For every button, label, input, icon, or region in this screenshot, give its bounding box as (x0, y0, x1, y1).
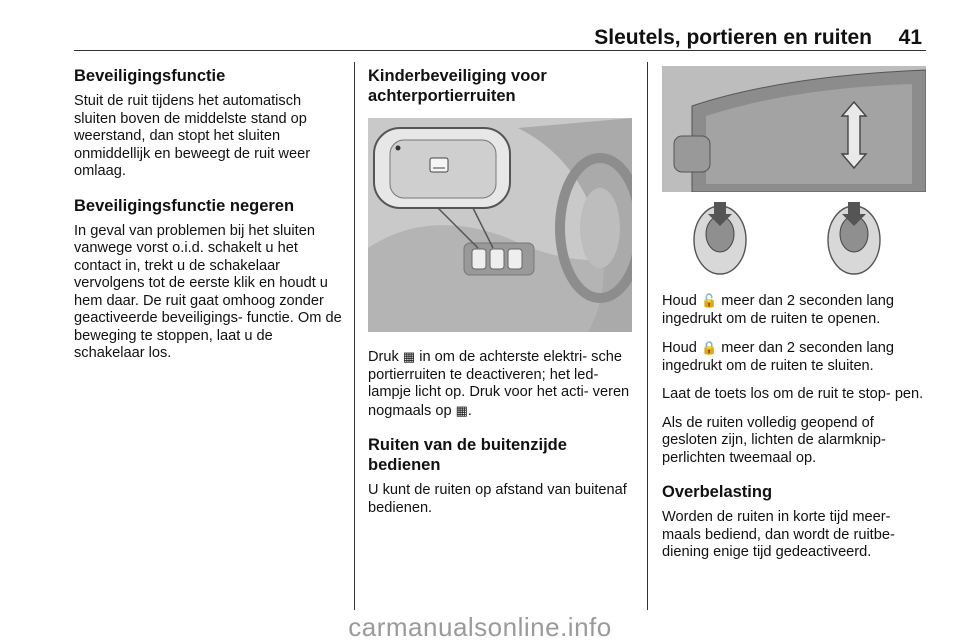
paragraph: Houd 🔒 meer dan 2 seconden lang ingedrukt om de ruiten te sluiten. (662, 340, 895, 374)
section-heading: Beveiligingsfunctie negeren (74, 196, 295, 215)
unlock-icon: 🔓 (700, 293, 718, 308)
page-number: 41 (898, 26, 922, 49)
section-heading: Overbelasting (662, 483, 773, 501)
section-heading: Kinderbeveiliging voor achterportierruiten (368, 67, 547, 105)
watermark: carmanualsonline.info (348, 612, 612, 642)
header-rule (74, 50, 926, 51)
paragraph: Laat de toets los om de ruit te stop- pen. (662, 386, 924, 402)
paragraph: U kunt de ruiten op afstand van buitenaf bedienen. (368, 482, 627, 516)
column-2 (368, 66, 634, 528)
column-1 (74, 66, 344, 374)
paragraph: Als de ruiten volledig geopend of gesloten zijn, lichten de alarmknip- perlichten tweemaal op. (662, 414, 886, 466)
section-heading: Ruiten van de buitenzijde bedienen (368, 436, 567, 474)
header-title: Sleutels, portieren en ruiten (594, 26, 872, 49)
paragraph: Druk ▦ in om de achterste elektri- sche portierruiten te deactiveren; het led-lampje licht op. Druk voor het acti- veren nogmaals op ▦. (368, 349, 630, 419)
lock-icon: 🔒 (700, 340, 718, 355)
column-3 (662, 66, 926, 573)
paragraph: Houd 🔓 meer dan 2 seconden lang ingedrukt om de ruiten te openen. (662, 293, 895, 327)
section-heading: Beveiligingsfunctie (74, 67, 226, 85)
child-lock-icon: ▦ (402, 349, 416, 364)
paragraph: Worden de ruiten in korte tijd meer- maals bediend, dan wordt de ruitbe- diening enige tijd gedeactiveerd. (662, 509, 895, 560)
column-divider-right (647, 62, 648, 610)
door-switch-illustration (368, 118, 632, 332)
paragraph: Stuit de ruit tijdens het automatisch sluiten boven de middelste stand op weerstand, dan stopt het sluiten onmiddellijk en beweegt de ruit weer omlaag. (74, 93, 311, 179)
remote-window-illustration (662, 66, 926, 280)
paragraph: In geval van problemen bij het sluiten vanwege vorst o.i.d. schakelt u het contact in, trekt u de schakelaar vervolgens tot de eerste klik en houdt u hem daar. De ruit gaat omhoog zonder geactiveerde beveiligings- functie. Om de beweging te stoppen, laat u de schakelaar los. (74, 222, 342, 361)
column-divider-left (354, 62, 355, 610)
child-lock-icon: ▦ (455, 402, 468, 418)
